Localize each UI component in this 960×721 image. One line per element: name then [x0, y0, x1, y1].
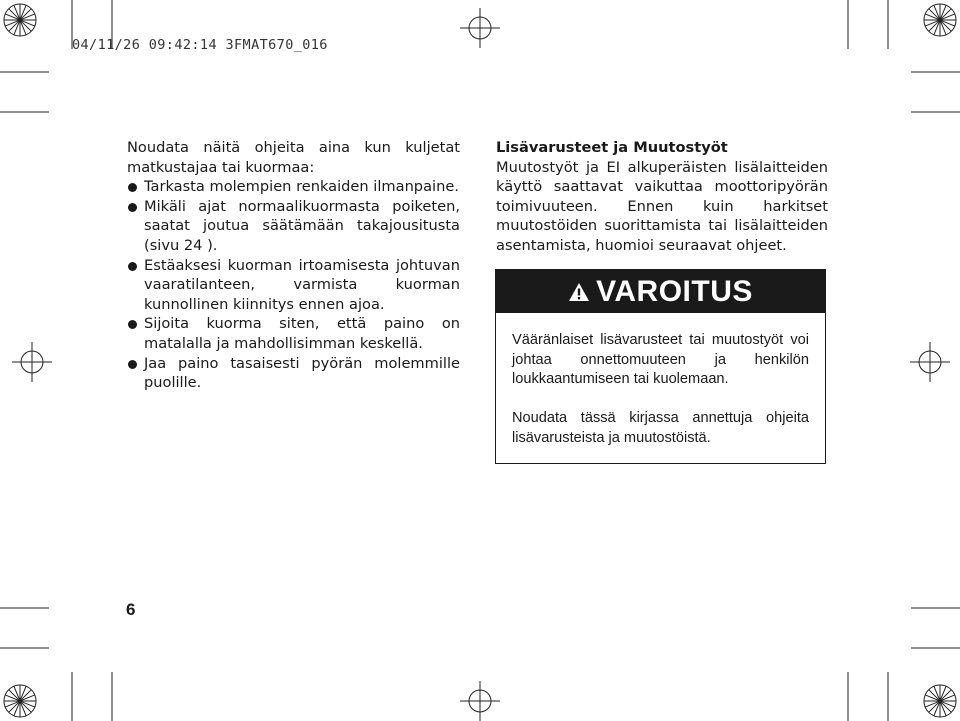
- list-item-text: Tarkasta molempien renkaiden ilmanpaine.: [144, 178, 459, 196]
- bullet-icon: [128, 183, 137, 192]
- print-info-header: 04/11/26 09:42:14 3FMAT670_016: [72, 37, 328, 53]
- left-column: [127, 138, 460, 393]
- warning-instruction: Noudata tässä kirjassa annettuja ohjeita lisävarusteista ja muutostöistä.: [512, 410, 809, 446]
- right-column: [496, 138, 828, 256]
- intro-text: Noudata näitä ohjeita aina kun kuljetat matkustajaa tai kuormaa:: [127, 139, 460, 176]
- starburst-registration-icon: [922, 683, 958, 719]
- list-item: [127, 197, 460, 256]
- list-item: [127, 177, 460, 197]
- bullet-icon: [128, 262, 137, 271]
- list-item-text: Sijoita kuorma siten, että paino on matalalla ja mahdollisimman keskellä.: [144, 315, 460, 352]
- starburst-registration-icon: [922, 2, 958, 38]
- crosshair-registration-icon: [910, 342, 950, 382]
- list-item: [127, 354, 460, 393]
- crosshair-registration-icon: [460, 681, 500, 721]
- section-heading: Lisävarusteet ja Muutostyöt: [496, 139, 728, 156]
- list-item: [127, 314, 460, 353]
- list-item-text: Estäaksesi kuorman irtoamisesta johtuvan vaaratilanteen, varmista kuorman kunnollinen kiinnitys ennen ajoa.: [144, 256, 460, 313]
- warning-box: [495, 269, 826, 464]
- warning-triangle-icon: [568, 282, 590, 302]
- starburst-registration-icon: [2, 2, 38, 38]
- warning-text: Vääränlaiset lisävarusteet tai muutostyöt voi johtaa onnettomuuteen ja henkilön loukkaantumiseen tai kuolemaan.: [512, 332, 809, 388]
- bullet-icon: [128, 203, 137, 212]
- bullet-icon: [128, 320, 137, 329]
- bullet-icon: [128, 360, 137, 369]
- warning-title: VAROITUS: [596, 274, 753, 308]
- crosshair-registration-icon: [460, 8, 500, 48]
- page-number: 6: [126, 600, 136, 619]
- warning-header: [496, 270, 825, 313]
- starburst-registration-icon: [2, 683, 38, 719]
- list-item-text: Mikäli ajat normaalikuormasta poiketen, saatat joutua säätämään takajousitusta (sivu 24 ).: [144, 197, 460, 254]
- list-item-text: Jaa paino tasaisesti pyörän molemmille puolille.: [144, 354, 460, 392]
- instruction-list: [127, 177, 460, 393]
- section-paragraph: Muutostyöt ja EI alkuperäisten lisälaitteiden käyttö saattavat vaikuttaa moottoripyörän toimivuuteen. Ennen kuin harkitset muutostöiden suorittamista tai lisälaitteiden asentamista, huomioi seuraavat ohjeet.: [496, 158, 828, 254]
- list-item: [127, 256, 460, 315]
- crosshair-registration-icon: [12, 342, 52, 382]
